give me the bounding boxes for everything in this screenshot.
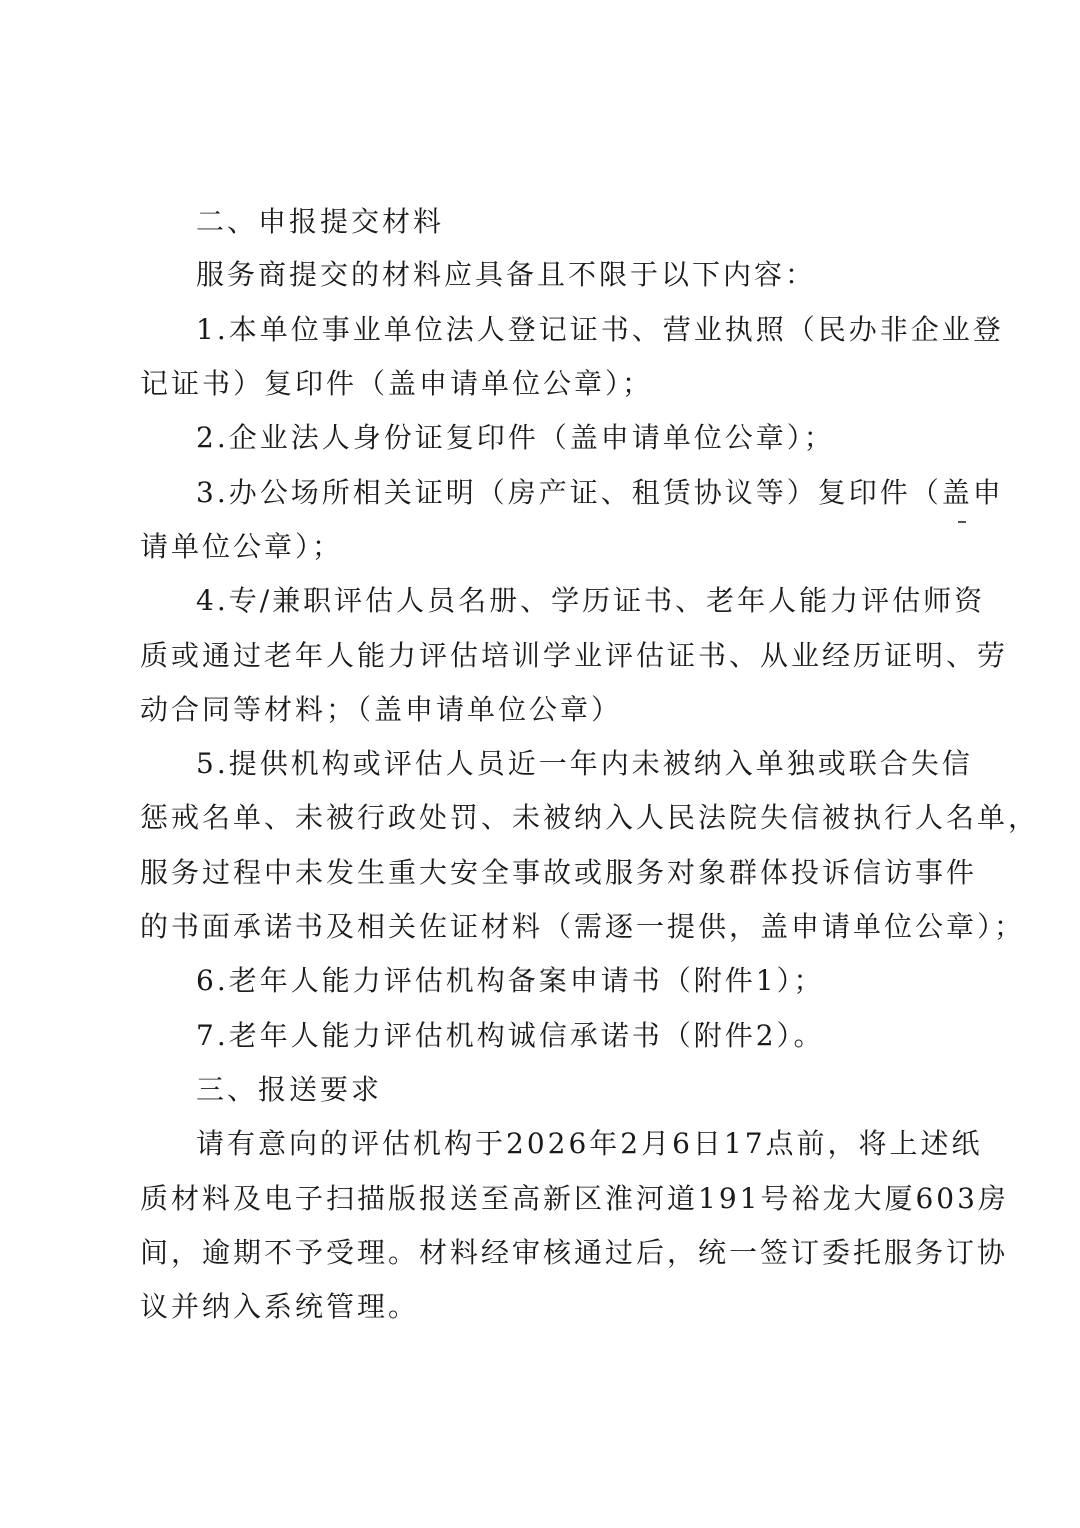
scan-mark [958,521,966,523]
section2-heading: 二、申报提交材料 [196,205,445,238]
section3-line3: 间，逾期不予受理。材料经审核通过后，统一签订委托服务订协 [140,1236,1009,1269]
item5-line1: 5.提供机构或评估人员近一年内未被纳入单独或联合失信 [196,747,973,780]
item3-line2: 请单位公章）； [140,530,344,563]
item4-line2: 质或通过老年人能力评估培训学业评估证书、从业经历证明、劳 [140,639,1009,672]
item5-line4: 的书面承诺书及相关佐证材料（需逐一提供，盖申请单位公章）； [140,910,1026,943]
item4-line1: 4.专/兼职评估人员名册、学历证书、老年人能力评估师资 [196,584,986,617]
intro-paragraph: 服务商提交的材料应具备且不限于以下内容： [196,258,817,291]
item2-line1: 2.企业法人身份证复印件（盖申请单位公章）； [196,421,835,454]
section3-line1: 请有意向的评估机构于2026年2月6日17点前，将上述纸 [196,1127,983,1160]
item7-line1: 7.老年人能力评估机构诚信承诺书（附件2）。 [196,1019,825,1052]
item5-line2: 惩戒名单、未被行政处罚、未被纳入人民法院失信被执行人名单， [140,801,1040,834]
item6-line1: 6.老年人能力评估机构备案申请书（附件1）； [196,964,825,997]
item5-line3: 服务过程中未发生重大安全事故或服务对象群体投诉信访事件 [140,856,978,889]
section3-line2: 质材料及电子扫描版报送至高新区淮河道191号裕龙大厦603房 [140,1182,1009,1215]
item3-line1: 3.办公场所相关证明（房产证、租赁协议等）复印件（盖申 [196,476,1004,509]
item1-line2: 记证书）复印件（盖申请单位公章）； [140,367,654,400]
section3-heading: 三、报送要求 [196,1073,383,1106]
item1-line1: 1.本单位事业单位法人登记证书、营业执照（民办非企业登 [196,313,1004,346]
item4-line3: 动合同等材料；（盖申请单位公章） [140,693,623,726]
section3-line4: 议并纳入系统管理。 [140,1290,420,1323]
